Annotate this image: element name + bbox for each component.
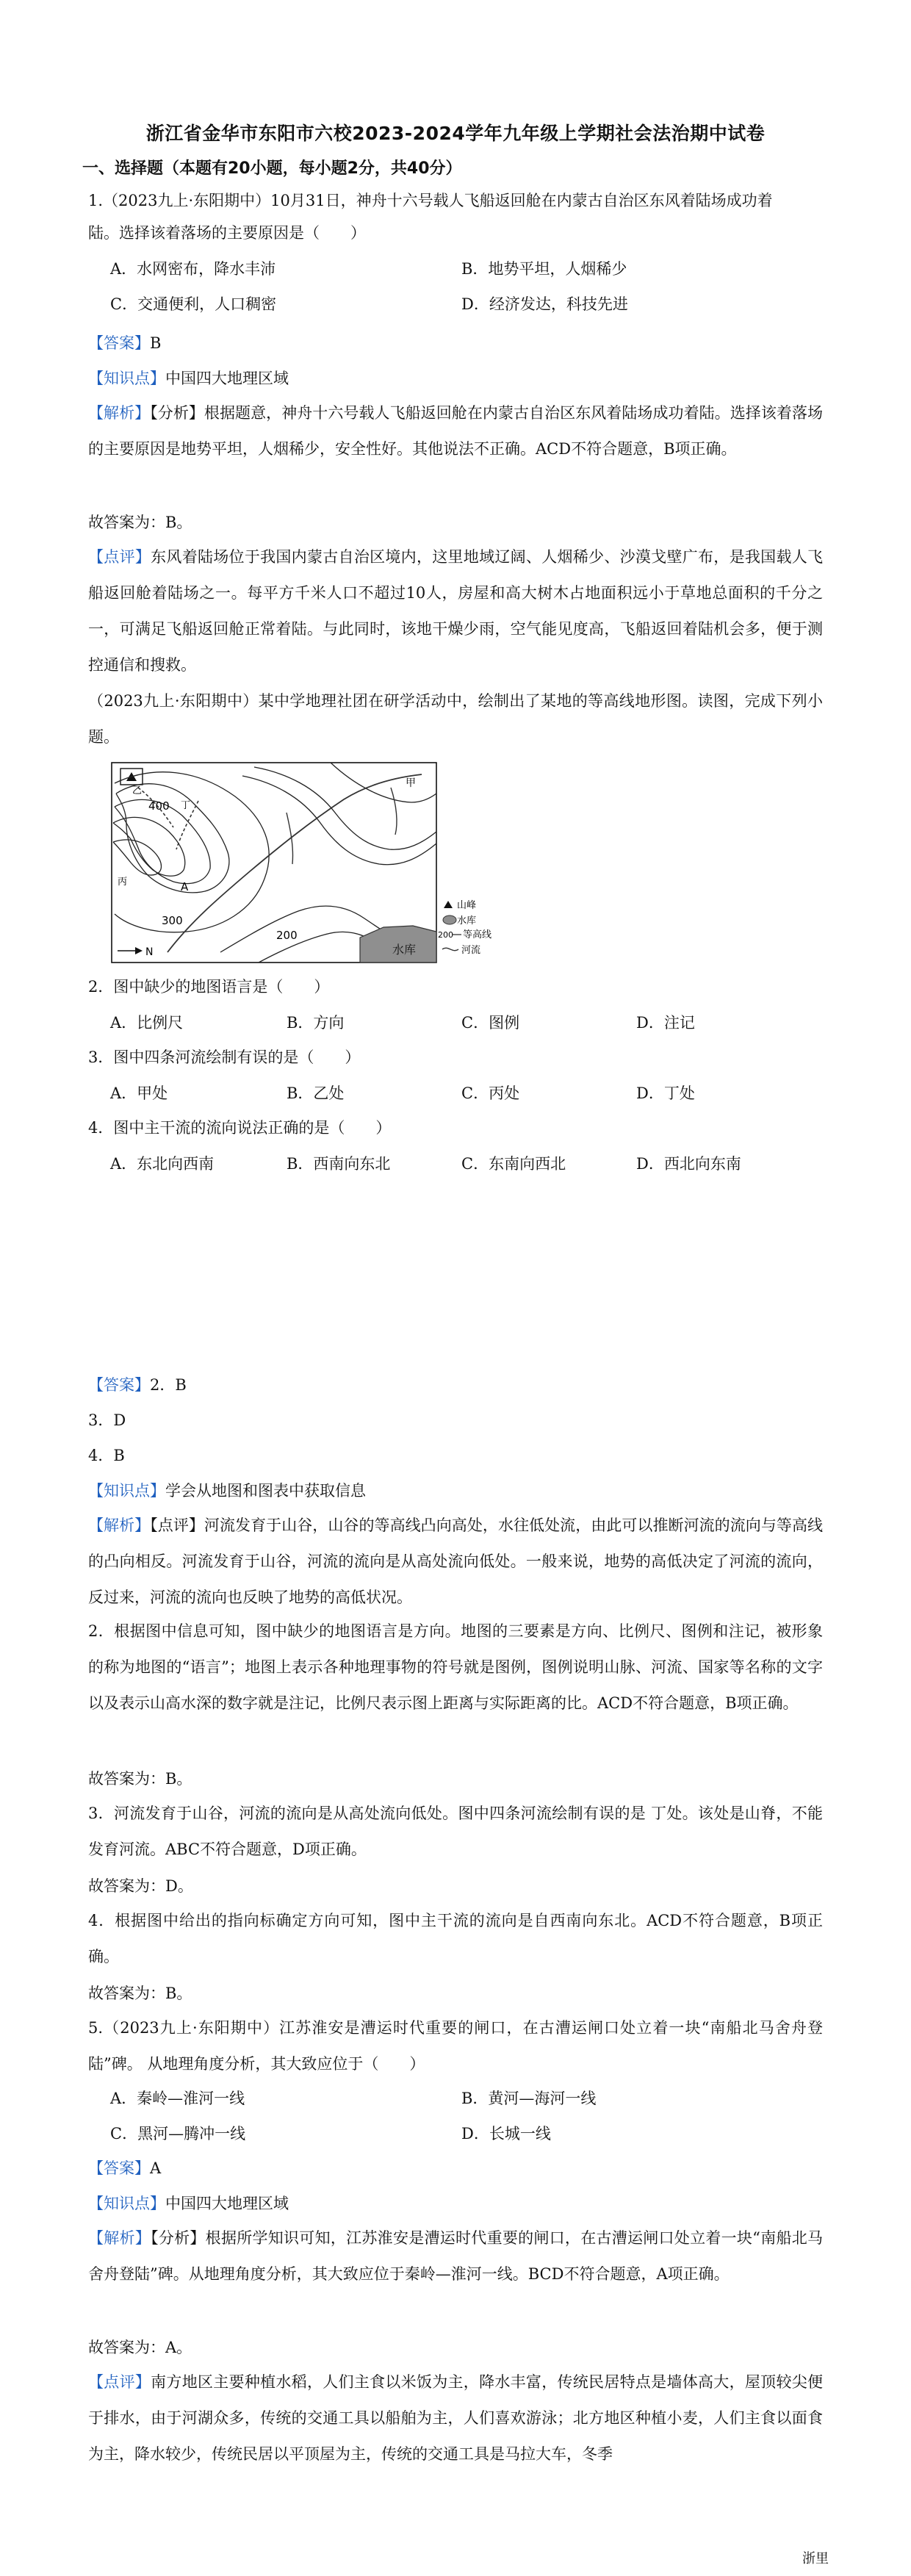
- q5-option-c: C．黑河—腾冲一线: [110, 2125, 246, 2143]
- group-knowledge-point: [88, 1480, 823, 1502]
- comment-tag: 【点评】: [88, 2373, 151, 2391]
- legend-peak-label: 山峰: [457, 900, 477, 911]
- q1-option-d: D．经济发达，科技先进: [461, 295, 628, 313]
- q3-stem: 3．图中四条河流绘制有误的是（ ）: [88, 1048, 361, 1066]
- answer-tag: 【答案】: [88, 1376, 150, 1394]
- analysis-comment: 【点评】河流发育于山谷，山谷的等高线凸向高处，水往低处流，由此可以推断河流的流向与等高线的凸向相反。河流发育于山谷，河流的流向是从高处流向低处。一般来说，地势的高低决定了河流的流向，反过来，河流的流向也反映了地势的高低状况。: [88, 1517, 824, 1606]
- legend-reservoir-icon: [443, 915, 456, 924]
- q3-explanation: 3．河流发育于山谷，河流的流向是从高处流向低处。图中四条河流绘制有误的是 丁处。该处是山脊，不能发育河流。ABC不符合题意，D项正确。: [88, 1805, 823, 1858]
- q2-conclusion: 故答案为：B。: [88, 1770, 192, 1788]
- group-answer-4: 4．B: [88, 1447, 125, 1464]
- label-a: A: [181, 880, 189, 893]
- q1-stem-line1: 1.（2023九上·东阳期中）10月31日，神舟十六号载人飞船返回舱在内蒙古自治区东风着陆场成功着: [88, 192, 773, 209]
- legend-contour-label: 等高线: [463, 929, 492, 940]
- q2-stem: 2．图中缺少的地图语言是（ ）: [88, 978, 330, 996]
- q2-option-d: D．注记: [636, 1014, 695, 1032]
- contour-label-300: 300: [162, 914, 183, 927]
- q5-knowledge-point: [88, 2192, 823, 2215]
- page-title: 浙江省金华市东阳市六校2023-2024学年九年级上学期社会法治期中试卷: [145, 123, 766, 144]
- contour-map-figure: [110, 761, 522, 974]
- knowledge-value: 中国四大地理区域: [165, 2195, 289, 2212]
- label-yi: 乙: [132, 785, 143, 796]
- knowledge-tag: 【知识点】: [88, 1482, 165, 1500]
- q1-knowledge-point: [88, 367, 823, 389]
- comment-text: 东风着陆场位于我国内蒙古自治区境内，这里地域辽阔、人烟稀少、沙漠戈壁广布，是我国载人飞船返回舱着陆场之一。每平方千米人口不超过10人，房屋和高大树木占地面积远小于草地总面积的千分之一，可满足飞船返回舱正常着陆。与此同时，该地干燥少雨，空气能见度高，飞船返回着陆机会多，便于测控通信和搜救。: [88, 548, 824, 674]
- contour-label-400: 400: [148, 799, 170, 813]
- q4-stem: 4．图中主干流的流向说法正确的是（ ）: [88, 1119, 392, 1137]
- analysis-tag: 【解析】: [88, 1517, 151, 1534]
- q1-answer: [88, 332, 823, 354]
- q1-comment: [88, 539, 823, 683]
- q3-option-b: B．乙处: [287, 1084, 345, 1102]
- q4-option-a: A．东北向西南: [110, 1155, 215, 1173]
- q5-comment: [88, 2364, 823, 2472]
- q5-option-a: A．秦岭—淮河一线: [110, 2090, 245, 2107]
- comment-tag: 【点评】: [88, 548, 151, 566]
- q1-stem-line2: 陆。选择该着落场的主要原因是（ ）: [88, 224, 366, 242]
- answer-tag: 【答案】: [88, 2159, 150, 2177]
- knowledge-value: 学会从地图和图表中获取信息: [165, 1482, 366, 1500]
- label-bing: 丙: [118, 877, 128, 888]
- q5-answer: [88, 2157, 823, 2179]
- analysis-text: 【分析】根据所学知识可知，江苏淮安是漕运时代重要的闸口，在古漕运闸口处立着一块“南船北马舍舟登陆”碑。从地理角度分析，其大致应位于秦岭—淮河一线。BCD不符合题意，A项正确。: [88, 2229, 824, 2283]
- north-label: N: [145, 946, 154, 958]
- section-heading: 一、选择题（本题有20小题，每小题2分，共40分）: [82, 159, 462, 178]
- knowledge-tag: 【知识点】: [88, 370, 165, 387]
- legend-reservoir-label: 水库: [457, 915, 477, 927]
- answer-value: B: [150, 334, 162, 352]
- q4-conclusion: 故答案为：B。: [88, 1985, 192, 2002]
- group-analysis: [88, 1508, 823, 1616]
- q1-option-b: B．地势平坦，人烟稀少: [461, 260, 627, 278]
- answer-value: 2．B: [150, 1376, 187, 1394]
- q2-option-c: C．图例: [461, 1014, 520, 1032]
- q1-analysis: [88, 395, 823, 467]
- q5-option-d: D．长城一线: [461, 2125, 551, 2143]
- q5-stem: 5.（2023九上·东阳期中）江苏淮安是漕运时代重要的闸口，在古漕运闸口处立着一块“南船北马舍舟登陆”碑。 从地理角度分析，其大致应位于（ ）: [88, 2019, 823, 2073]
- knowledge-tag: 【知识点】: [88, 2195, 165, 2212]
- q3-option-a: A．甲处: [110, 1084, 168, 1102]
- q4-option-b: B．西南向东北: [287, 1155, 391, 1173]
- q3-option-c: C．丙处: [461, 1084, 520, 1102]
- group-answer-3: 3．D: [88, 1411, 126, 1429]
- group-answer: [88, 1374, 823, 1396]
- q1-option-a: A．水网密布，降水丰沛: [110, 260, 276, 278]
- q1-option-c: C．交通便利，人口稠密: [110, 295, 277, 313]
- q1-conclusion: 故答案为：B。: [88, 514, 192, 531]
- legend-contour-value: 200: [438, 930, 453, 940]
- q3-conclusion: 故答案为：D。: [88, 1877, 193, 1895]
- knowledge-value: 中国四大地理区域: [165, 370, 289, 387]
- q4-option-d: D．西北向东南: [636, 1155, 741, 1173]
- q2-explanation: 2．根据图中信息可知，图中缺少的地图语言是方向。地图的三要素是方向、比例尺、图例和注记，被形象的称为地图的“语言”；地图上表示各种地理事物的符号就是图例，图例说明山脉、河流、国家等名称的文字以及表示山高水深的数字就是注记，比例尺表示图上距离与实际距离的比。ACD不符合题意，B项正确。: [88, 1622, 823, 1712]
- analysis-tag: 【解析】: [88, 404, 151, 422]
- legend-peak-icon: [444, 901, 453, 908]
- q5-option-b: B．黄河—海河一线: [461, 2090, 597, 2107]
- q2-option-a: A．比例尺: [110, 1014, 184, 1032]
- answer-tag: 【答案】: [88, 334, 150, 352]
- label-ding: 丁: [181, 800, 191, 811]
- label-jia: 甲: [406, 777, 416, 789]
- reservoir-label: 水库: [392, 943, 417, 957]
- q5-analysis: [88, 2220, 823, 2292]
- legend-river-label: 河流: [461, 945, 481, 956]
- analysis-tag: 【解析】: [88, 2229, 151, 2247]
- group-intro: （2023九上·东阳期中）某中学地理社团在研学活动中，绘制出了某地的等高线地形图。读图，完成下列小题。: [88, 692, 823, 746]
- q5-conclusion: 故答案为：A。: [88, 2339, 192, 2356]
- legend-river-icon: [442, 948, 458, 950]
- analysis-text: 【分析】根据题意，神舟十六号载人飞船返回舱在内蒙古自治区东风着陆场成功着陆。选择该着落场的主要原因是地势平坦，人烟稀少，安全性好。其他说法不正确。ACD不符合题意，B项正确。: [88, 404, 824, 458]
- q2-option-b: B．方向: [287, 1014, 345, 1032]
- q4-option-c: C．东南向西北: [461, 1155, 566, 1173]
- q3-option-d: D．丁处: [636, 1084, 695, 1102]
- contour-label-200: 200: [276, 929, 298, 942]
- answer-value: A: [150, 2159, 162, 2177]
- page-footer: 浙里: [802, 2551, 829, 2566]
- q4-explanation: 4．根据图中给出的指向标确定方向可知，图中主干流的流向是自西南向东北。ACD不符合题意，B项正确。: [88, 1912, 823, 1965]
- comment-text: 南方地区主要种植水稻，人们主食以米饭为主，降水丰富，传统民居特点是墙体高大，屋顶较尖便于排水，由于河湖众多，传统的交通工具以船舶为主，人们喜欢游泳；北方地区种植小麦，人们主食以面食为主，降水较少，传统民居以平顶屋为主，传统的交通工具是马拉大车，冬季: [88, 2373, 824, 2463]
